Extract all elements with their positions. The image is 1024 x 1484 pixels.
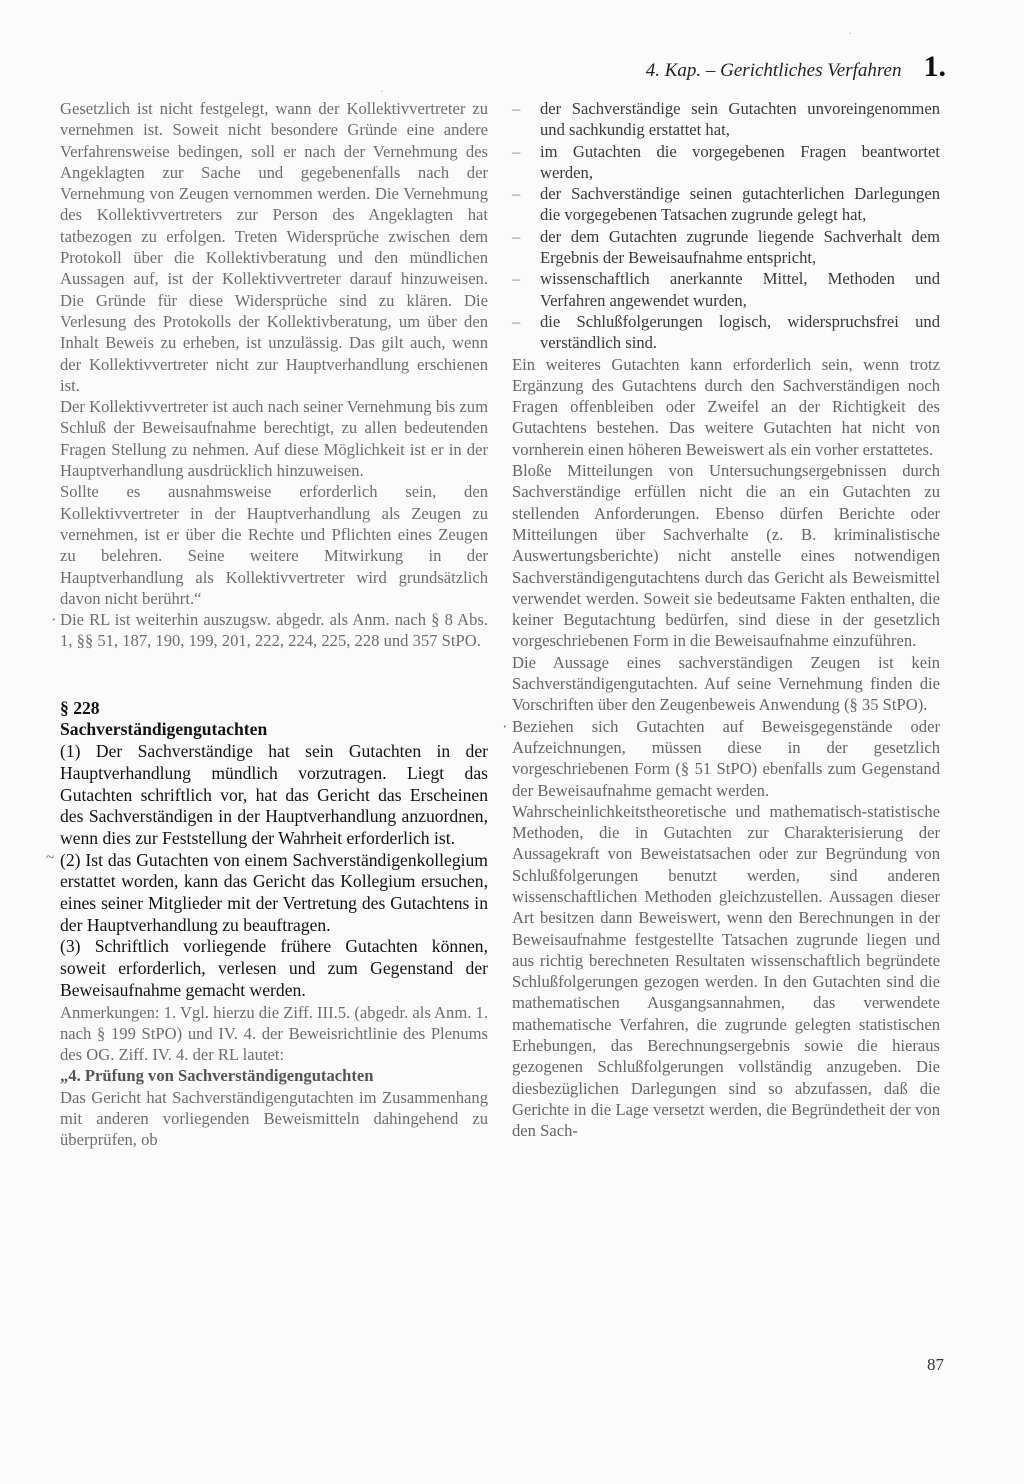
section-paragraph: ~ (2) Ist das Gutachten von einem Sachverständigenkollegium erstattet worden, kann das Gericht das Kollegium ersuchen, eines seiner Mitglieder mit der Vertretung des Gutachtens in der Hauptverhandlung zu beauftragen.: [60, 850, 488, 937]
paragraph: Die Aussage eines sachverständigen Zeugen ist kein Sachverständigengutachten. Auf seine Vernehmung finden die Vorschriften über den Zeugenbeweis Anwendung (§ 35 StPO).: [512, 652, 940, 715]
note-paragraph: · Beziehen sich Gutachten auf Beweisgegenstände oder Aufzeichnungen, müssen diese in der gesetzlich vorgeschriebenen Form (§ 51 StPO) ebenfalls zum Gegenstand der Beweisaufnahme gemacht werden.: [512, 716, 940, 801]
scan-speck: ·: [380, 84, 384, 98]
chapter-title: 4. Kap. – Gerichtliches Verfahren: [645, 60, 902, 81]
scan-speck: ·: [848, 26, 852, 40]
right-column: [512, 98, 940, 1142]
section-228: [60, 698, 488, 1002]
annotation: Anmerkungen: 1. Vgl. hierzu die Ziff. III.5. (abgedr. als Anm. 1. nach § 199 StPO) und IV. 4. der Beweisrichtlinie des Plenums des OG. Ziff. IV. 4. der RL lautet:: [60, 1002, 488, 1065]
paragraph: Wahrscheinlichkeitstheoretische und mathematisch-statistische Methoden, die in Gutachten zur Charakterisierung der Aussagekraft von Beweistatsachen oder zur Begründung von Schlußfolgerungen benutzt werden, sind anderen wissenschaftlichen Methoden gleichzustellen. Aussagen dieser Art besitzen dann Beweiswert, wenn den Berechnungen in der Beweisaufnahme festgestellte Tatsachen zugrunde liegen und aus richtig berechneten Resultaten wissenschaftlich begründete Schlußfolgerungen gezogen werden. In den Gutachten sind die mathematischen Ausgangsannahmen, das verwendete mathematische Verfahren, die zugrunde gelegten statistischen Erhebungen, das Berechnungsergebnis sowie die hieraus gezogenen Schlußfolgerungen vollständig anzugeben. Die diesbezüglichen Darlegungen sind so abzufassen, daß die Gerichte in die Lage versetzt werden, die Begründetheit der von den Sach-: [512, 801, 940, 1141]
section-paragraph: (3) Schriftlich vorliegende frühere Gutachten können, soweit erforderlich, verlesen und zum Gegenstand der Beweisaufnahme gemacht werden.: [60, 936, 488, 1000]
paragraph: Bloße Mitteilungen von Untersuchungsergebnissen durch Sachverständige erfüllen nicht die an ein Gutachten zu stellenden Anforderungen. Ebenso dürfen Berichte oder Mitteilungen über Sachverhalte (z. B. kriminalistische Auswertungsberichte) nicht anstelle eines notwendigen Sachverständigengutachtens durch das Gericht als Beweismittel verwendet werden. Soweit sie bedeutsame Fakten enthalten, die keiner Begutachtung bedürfen, sind diese in der gesetzlich vorgeschriebenen Form in die Beweisaufnahme einzuführen.: [512, 461, 940, 651]
paragraph: Gesetzlich ist nicht festgelegt, wann der Kollektivvertreter zu vernehmen ist. Soweit nicht besondere Gründe eine andere Verfahrensweise bedingen, soll er nach der Vernehmung des Angeklagten zur Sache und gegebenenfalls nach der Vernehmung von Zeugen vernommen werden. Die Vernehmung des Kollektivvertreters zur Person des Angeklagten hat tatbezogen zu erfolgen. Treten Widersprüche zwischen dem Protokoll über die Kollektivberatung und den mündlichen Aussagen auf, ist der Kollektivvertreter darauf hinzuweisen. Die Gründe für diese Widersprüche sind zu klären. Die Verlesung des Protokolls der Kollektivberatung, um über den Inhalt Beweis zu erheben, ist unzulässig. Das gilt auch, wenn der Kollektivvertreter nicht zur Hauptverhandlung erschienen ist.: [60, 99, 488, 395]
paragraph: Der Kollektivvertreter ist auch nach seiner Vernehmung bis zum Schluß der Beweisaufnahme berechtigt, zu allen bedeutenden Fragen Stellung zu nehmen. Auf diese Möglichkeit ist er in der Hauptverhandlung ausdrücklich hinzuweisen.: [60, 397, 488, 481]
page-number: 87: [927, 1355, 944, 1374]
annotation-body: Das Gericht hat Sachverständigengutachten im Zusammenhang mit anderen vorliegenden Beweismitteln dahingehend zu überprüfen, ob: [60, 1087, 488, 1150]
list-item: – der Sachverständige sein Gutachten unvoreingenommen und sachkundig erstattet hat,: [540, 98, 940, 141]
list-item: – wissenschaftlich anerkannte Mittel, Methoden und Verfahren angewendet wurden,: [540, 268, 940, 311]
section-heading-number: § 228: [60, 697, 100, 718]
list-item: – die Schlußfolgerungen logisch, widerspruchsfrei und verständlich sind.: [540, 311, 940, 354]
list-item: – im Gutachten die vorgegebenen Fragen beantwortet werden,: [540, 141, 940, 184]
dash-list: [512, 98, 940, 354]
running-header: [646, 50, 946, 84]
section-number: 1.: [923, 50, 946, 83]
reference-note: · Die RL ist weiterhin auszugsw. abgedr. als Anm. nach § 8 Abs. 1, §§ 51, 187, 190, 199, 201, 222, 224, 225, 228 und 357 StPO.: [60, 609, 488, 652]
list-item: – der dem Gutachten zugrunde liegende Sachverhalt dem Ergebnis der Beweisaufnahme entspricht,: [540, 226, 940, 269]
section-paragraph: (1) Der Sachverständige hat sein Gutachten in der Hauptverhandlung mündlich vorzutragen. Liegt das Gutachten schriftlich vor, hat das Gericht das Erscheinen des Sachverständigen in der Hauptverhandlung anzuordnen, wenn dies zur Feststellung der Wahrheit erforderlich ist.: [60, 741, 488, 848]
paragraph: Ein weiteres Gutachten kann erforderlich sein, wenn trotz Ergänzung des Gutachtens durch den Sachverständigen noch Fragen offenbleiben oder Zweifel an der Richtigkeit des Gutachtens bestehen. Das weitere Gutachten hat nicht von vornherein einen höheren Beweiswert als ein vorher erstattetes.: [512, 354, 940, 459]
paragraph: Sollte es ausnahmsweise erforderlich sein, den Kollektivvertreter in der Hauptverhandlung als Zeugen zu vernehmen, ist er über die Rechte und Pflichten eines Zeugen zu belehren. Seine weitere Mitwirkung in der Hauptverhandlung als Kollektivvertreter wird grundsätzlich davon nicht berührt.“: [60, 482, 488, 608]
annotation-heading: „4. Prüfung von Sachverständigengutachten: [60, 1066, 374, 1086]
list-item: – der Sachverständige seinen gutachterlichen Darlegungen die vorgegebenen Tatsachen zugrunde gelegt hat,: [540, 183, 940, 226]
left-column: [60, 98, 488, 1151]
left-intro: [60, 98, 488, 652]
section-heading-title: Sachverständigengutachten: [60, 719, 268, 740]
